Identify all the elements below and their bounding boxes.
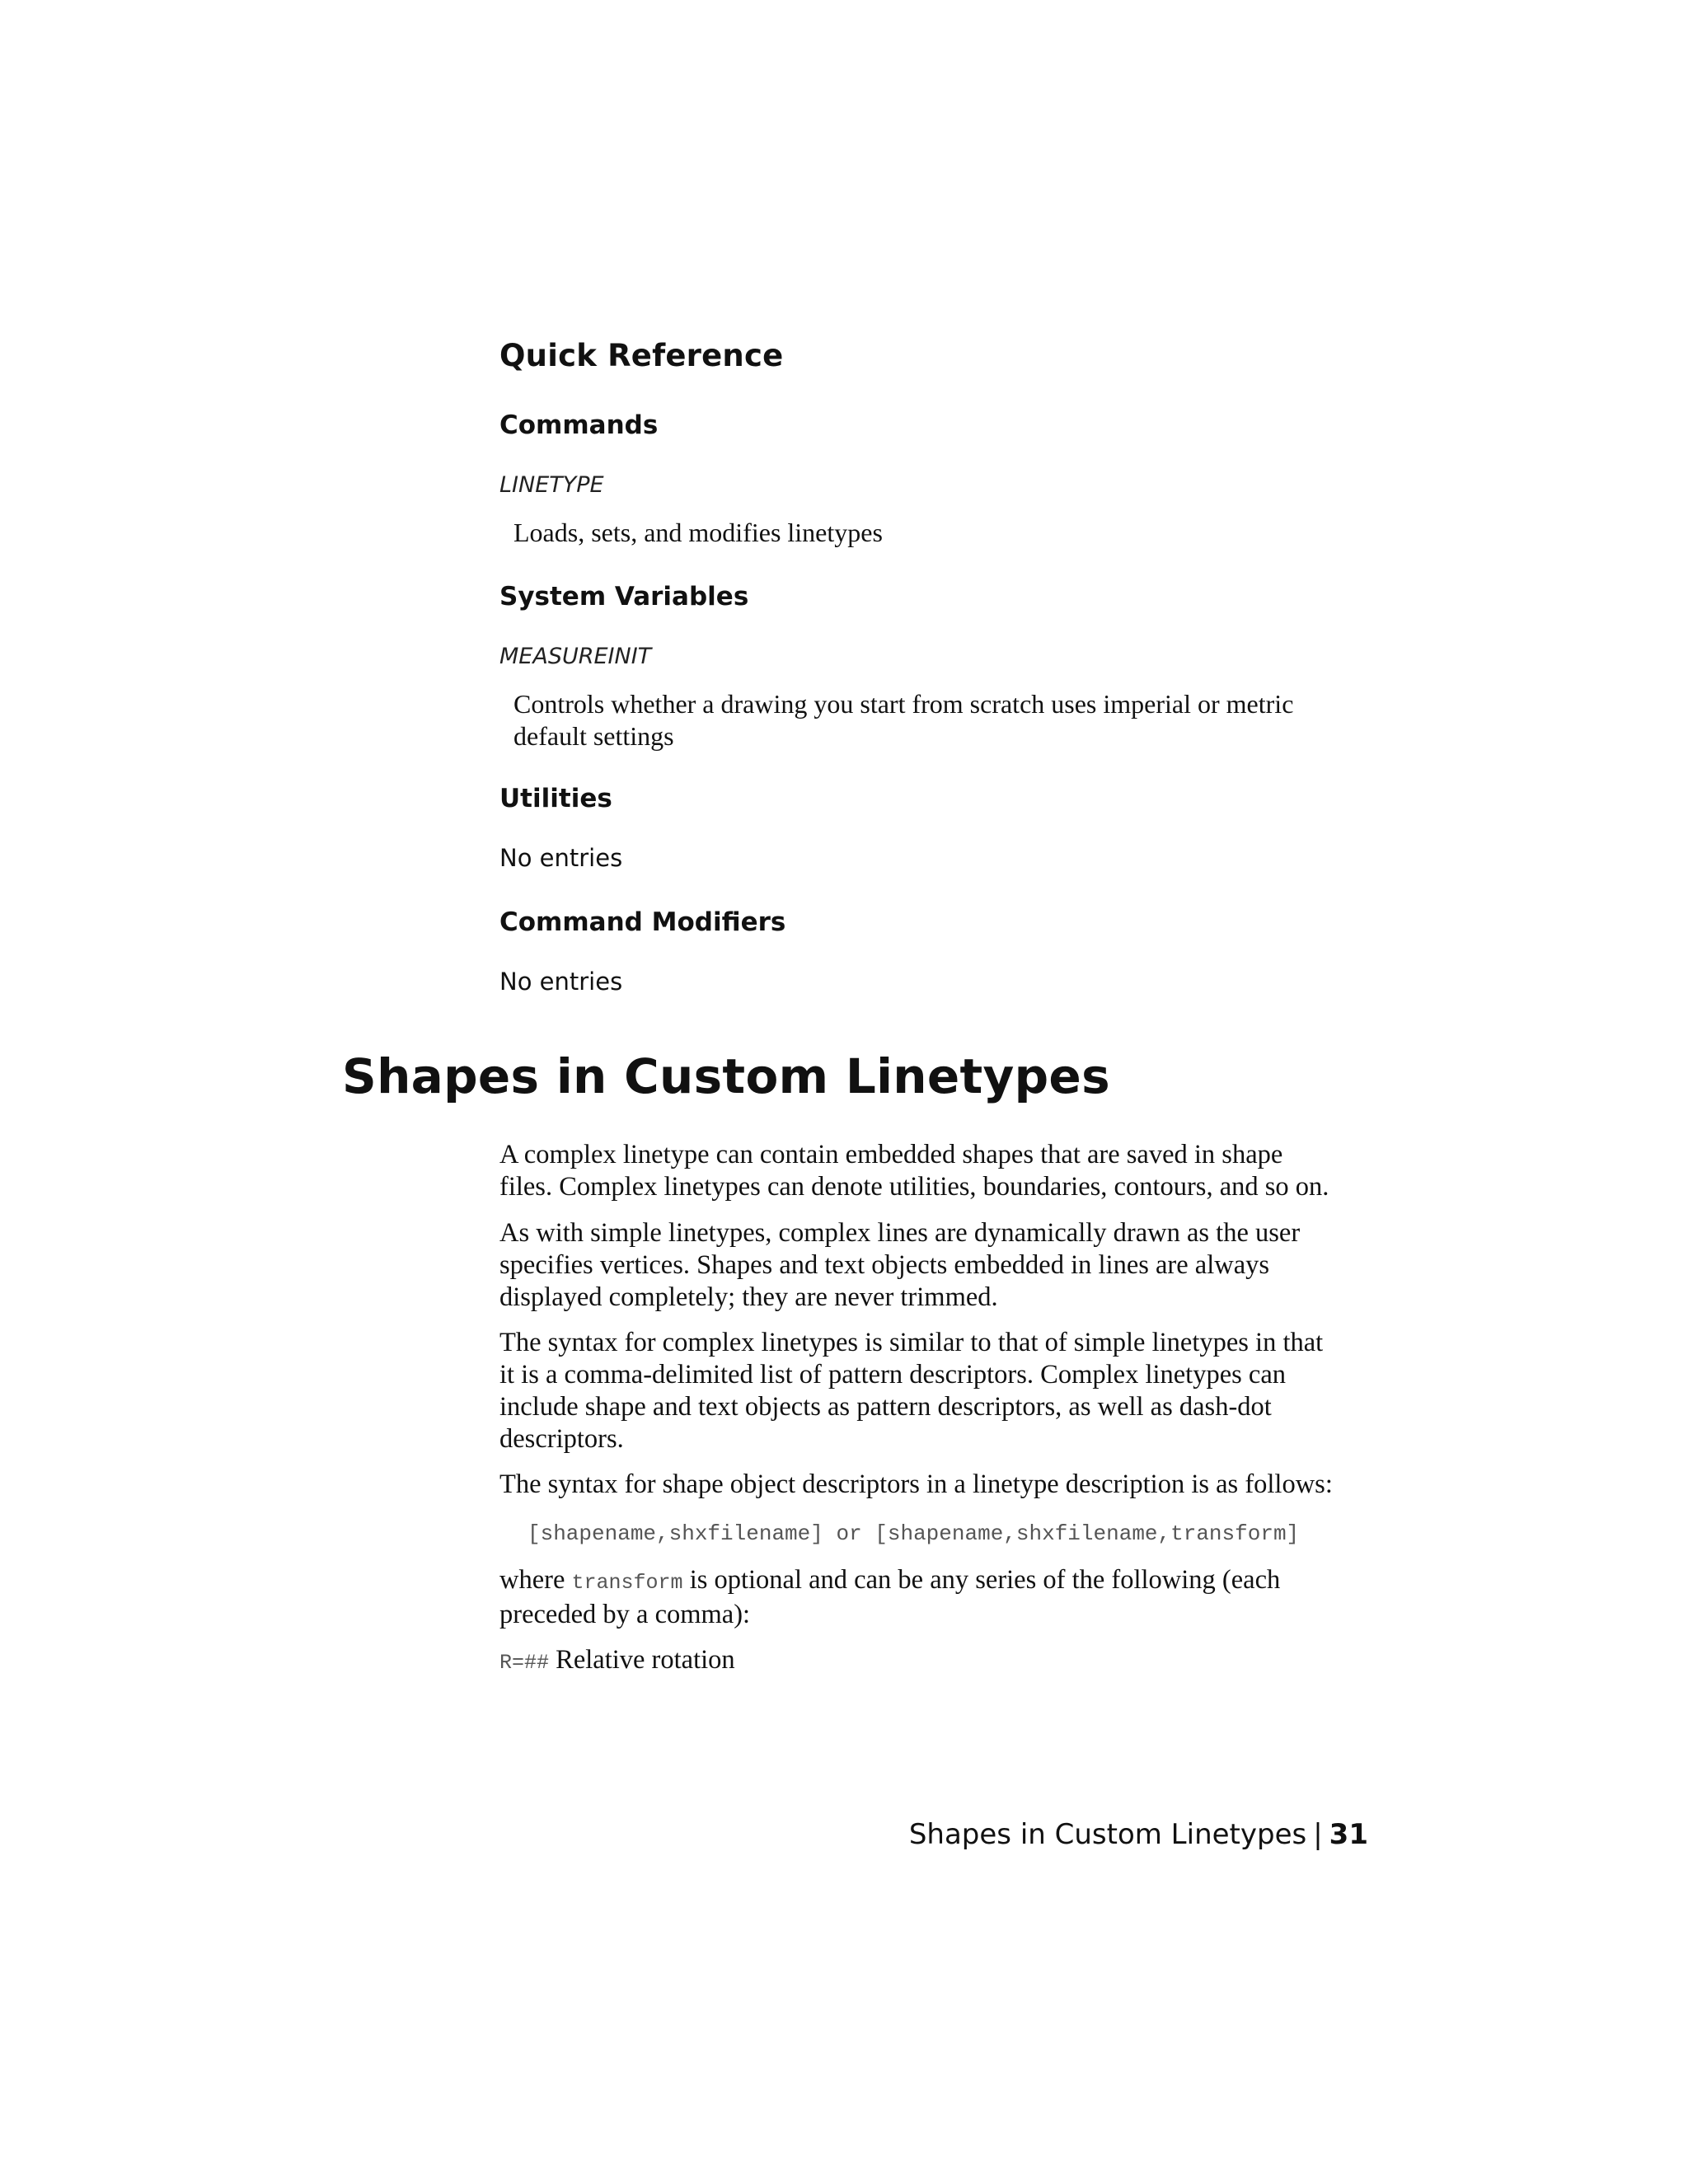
paragraph-1 (499, 1139, 1395, 1203)
r-code: R=## (499, 1651, 550, 1675)
measureinit-description (513, 688, 1387, 752)
system-variables-heading: System Variables (499, 582, 749, 612)
relative-rotation-item (499, 1644, 1395, 1679)
paragraph-2-line-2: specifies vertices. Shapes and text objects embedded in lines are always (499, 1250, 1270, 1280)
footer-title: Shapes in Custom Linetypes (908, 1818, 1307, 1851)
footer-separator: | (1313, 1818, 1323, 1851)
paragraph-5-suffix: is optional and can be any series of the following (each (682, 1565, 1281, 1595)
linetype-description: Loads, sets, and modifies linetypes (513, 518, 883, 547)
section-title: Shapes in Custom Linetypes (342, 1048, 1110, 1104)
syntax-code-line: [shapename,shxfilename] or [shapename,shxfilename,transform] (528, 1521, 1300, 1546)
paragraph-1-line-2: files. Complex linetypes can denote utilities, boundaries, contours, and so on. (499, 1172, 1329, 1202)
quick-reference-heading: Quick Reference (499, 338, 784, 373)
transform-inline-code: transform (571, 1571, 683, 1595)
command-modifiers-heading: Command Modifiers (499, 907, 786, 937)
paragraph-3-line-1: The syntax for complex linetypes is similar to that of simple linetypes in that (499, 1328, 1324, 1357)
paragraph-5-line-1 (499, 1564, 1395, 1599)
command-modifiers-entries: No entries (499, 968, 623, 996)
paragraph-4: The syntax for shape object descriptors in a linetype description is as follows: (499, 1469, 1333, 1499)
utilities-heading: Utilities (499, 784, 612, 813)
paragraph-5 (499, 1564, 1395, 1631)
paragraph-3 (499, 1327, 1395, 1455)
paragraph-2-line-3: displayed completely; they are never trimmed. (499, 1282, 998, 1312)
utilities-entries: No entries (499, 844, 623, 872)
paragraph-3-line-4: descriptors. (499, 1424, 624, 1454)
page-number: 31 (1329, 1818, 1368, 1851)
paragraph-3-line-3: include shape and text objects as pattern descriptors, as well as dash-dot (499, 1392, 1272, 1422)
measureinit-description-line-1: Controls whether a drawing you start from scratch uses imperial or metric (513, 689, 1294, 719)
paragraph-2-line-1: As with simple linetypes, complex lines are dynamically drawn as the user (499, 1218, 1301, 1248)
paragraph-5-line-2: preceded by a comma): (499, 1600, 751, 1629)
r-description: Relative rotation (556, 1645, 735, 1675)
paragraph-3-line-2: it is a comma-delimited list of pattern descriptors. Complex linetypes can (499, 1360, 1287, 1390)
commands-heading: Commands (499, 410, 659, 440)
paragraph-1-line-1: A complex linetype can contain embedded shapes that are saved in shape (499, 1140, 1283, 1169)
paragraph-2 (499, 1217, 1395, 1314)
page-footer (909, 1818, 1368, 1851)
measureinit-description-line-2: default settings (513, 721, 674, 751)
paragraph-5-prefix: where (499, 1565, 572, 1595)
measureinit-term: MEASUREINIT (499, 644, 652, 669)
linetype-term: LINETYPE (499, 472, 604, 498)
